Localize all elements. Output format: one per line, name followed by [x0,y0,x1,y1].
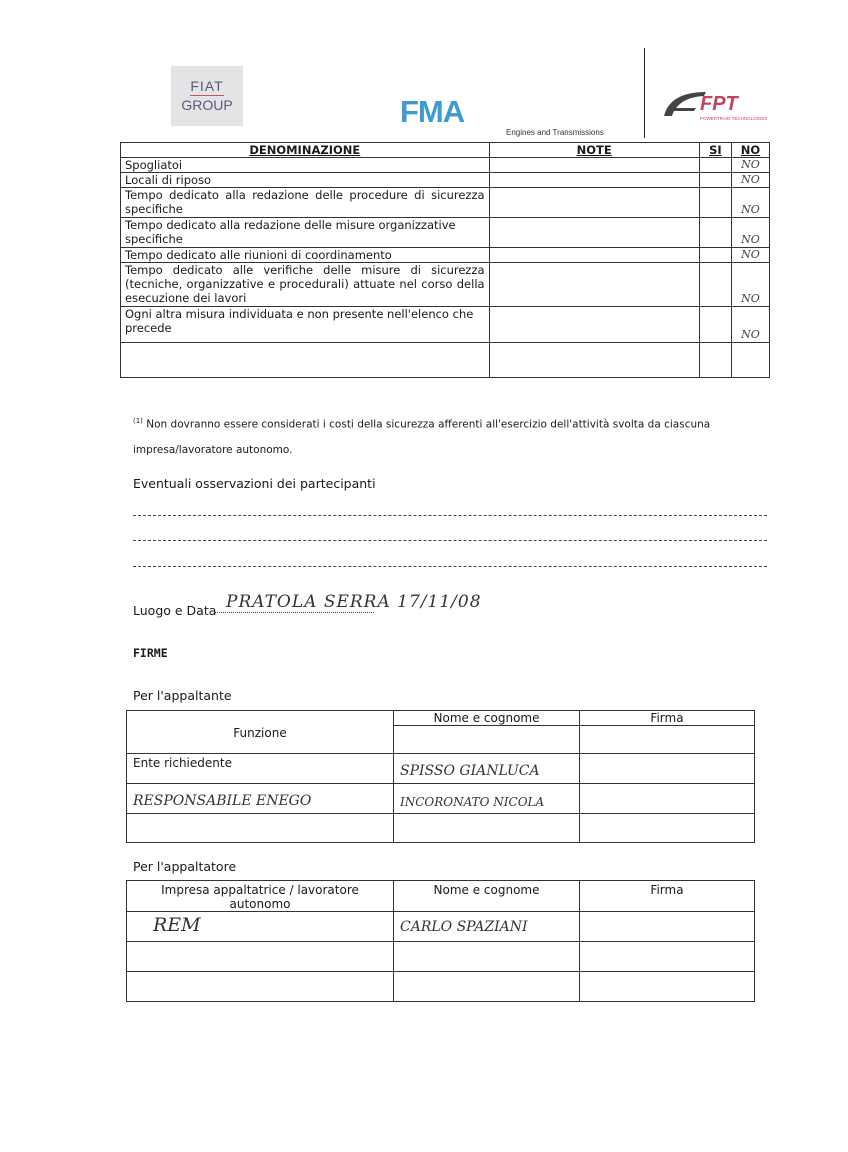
row-si [699,188,731,218]
nome-cell[interactable] [394,814,580,843]
impresa-cell[interactable]: REM [127,912,394,942]
header-si: SI [699,143,731,158]
row-label: Tempo dedicato alla redazione delle misure organizzative specifiche [121,218,490,248]
row-no-mark: NO [731,263,769,307]
appaltatore-title: Per l'appaltatore [133,859,237,874]
row-si [699,343,731,378]
observation-line-2[interactable] [133,540,767,541]
row-label: Locali di riposo [121,173,490,188]
footnote-marker: (1) [133,417,143,425]
observation-line-3[interactable] [133,566,767,567]
header-note: NOTE [489,143,699,158]
luogo-data-label: Luogo e Data [133,603,217,618]
appaltante-funzione-row [127,726,755,754]
table-row [121,173,770,188]
row-si [699,173,731,188]
row-note [489,188,699,218]
table-row [121,343,770,378]
firma-cell[interactable] [580,814,755,843]
table-header-row [121,143,770,158]
footnote [133,417,773,431]
luogo-data-line [214,612,374,613]
table-row [121,218,770,248]
appaltatore-header-row [127,881,755,912]
row-no-mark: NO [731,173,769,188]
table-row [127,972,755,1002]
fpt-logo [660,86,784,126]
table-row [121,158,770,173]
row-label: Tempo dedicato alla redazione delle procedure di sicurezza specifiche [121,188,490,218]
row-no-mark: NO [731,218,769,248]
appaltante-table [126,710,755,843]
row-si [699,158,731,173]
header-no: NO [731,143,769,158]
row-label: Ogni altra misura individuata e non presente nell'elenco che precede [121,307,490,343]
firma-cell[interactable] [580,912,755,942]
group-logo-text: GROUP [181,97,233,113]
observations-label: Eventuali osservazioni dei partecipanti [133,476,376,491]
row-si [699,218,731,248]
footnote-text-continued: impresa/lavoratore autonomo. [133,444,293,456]
row-si [699,248,731,263]
firma-cell[interactable] [580,784,755,814]
row-label: Tempo dedicato alle verifiche delle misure di sicurezza (tecniche, organizzative e procedurali) attuate nel corso della esecuzione dei lavori [121,263,490,307]
nome-cell[interactable]: SPISSO GIANLUCA [394,754,580,784]
impresa-cell[interactable] [127,972,394,1002]
firma-cell[interactable] [580,942,755,972]
firma-cell[interactable] [580,972,755,1002]
header-nome-cognome: Nome e cognome [394,881,580,912]
header-funzione: Funzione [127,726,394,754]
table-row [127,754,755,784]
fiat-logo-text: FIAT [190,78,224,94]
row-no-mark [731,343,769,378]
appaltatore-table [126,880,755,1002]
fpt-logo-subtext: POWERTRAIN TECHNOLOGIES [700,116,768,121]
row-label: Spogliatoi [121,158,490,173]
header-firma: Firma [580,711,755,726]
row-no-mark: NO [731,248,769,263]
row-label [121,343,490,378]
costs-table [120,142,770,378]
row-no-mark: NO [731,307,769,343]
table-row [121,188,770,218]
fiat-group-logo [171,66,243,126]
header-nome-cognome: Nome e cognome [394,711,580,726]
header-denominazione: DENOMINAZIONE [121,143,490,158]
table-row [127,942,755,972]
table-row [127,912,755,942]
nome-cell[interactable] [394,726,580,754]
firma-cell[interactable] [580,754,755,784]
row-si [699,263,731,307]
nome-cell[interactable] [394,972,580,1002]
nome-cell[interactable]: CARLO SPAZIANI [394,912,580,942]
firme-title: FIRME [133,646,168,660]
row-si [699,307,731,343]
row-note [489,248,699,263]
nome-cell[interactable]: INCORONATO NICOLA [394,784,580,814]
nome-cell[interactable] [394,942,580,972]
funzione-cell[interactable]: RESPONSABILE ENEGO [127,784,394,814]
observation-line-1[interactable] [133,515,767,516]
fpt-logo-text: FPT [700,93,738,115]
fma-tagline: Engines and Transmissions [506,128,604,137]
appaltante-title: Per l'appaltante [133,688,232,703]
header-impresa: Impresa appaltatrice / lavoratore autonomo [127,881,394,912]
row-no-mark: NO [731,158,769,173]
table-row [121,263,770,307]
header-divider [644,48,645,138]
table-row [127,814,755,843]
row-label: Tempo dedicato alle riunioni di coordinamento [121,248,490,263]
fma-logo: FMA [400,94,465,129]
firma-cell[interactable] [580,726,755,754]
luogo-data-value[interactable]: PRATOLA SERRA 17/11/08 [226,592,482,612]
row-note [489,158,699,173]
funzione-cell[interactable] [127,814,394,843]
row-note [489,307,699,343]
row-note [489,343,699,378]
row-note [489,263,699,307]
appaltante-header-row [127,711,755,726]
row-no-mark: NO [731,188,769,218]
row-note [489,218,699,248]
footnote-text: Non dovranno essere considerati i costi della sicurezza afferenti all'esercizio dell'attività svolta da ciascuna [146,418,711,431]
header-firma: Firma [580,881,755,912]
table-row [121,248,770,263]
table-row [127,784,755,814]
impresa-cell[interactable] [127,942,394,972]
funzione-cell: Ente richiedente [127,754,394,784]
row-note [489,173,699,188]
table-row [121,307,770,343]
